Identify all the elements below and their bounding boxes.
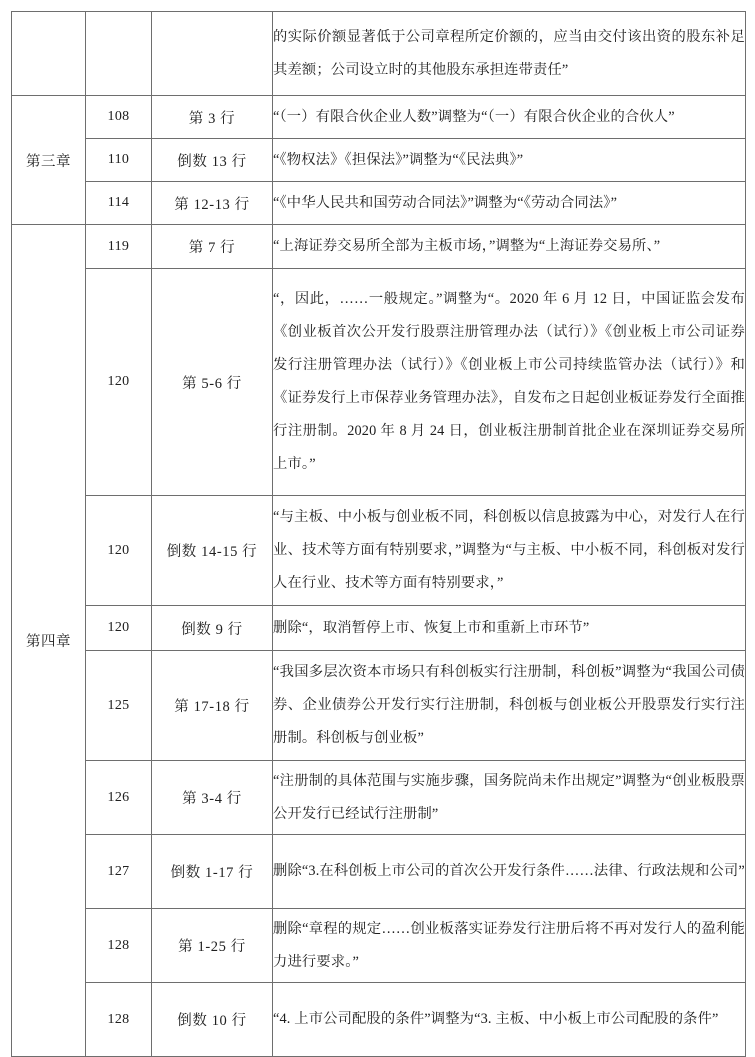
body-cell: 删除“，取消暂停上市、恢复上市和重新上市环节” bbox=[273, 606, 746, 651]
body-cell: 的实际价额显著低于公司章程所定价额的，应当由交付该出资的股东补足其差额；公司设立时的其他股东承担连带责任” bbox=[273, 12, 746, 96]
page-cell: 120 bbox=[86, 606, 152, 651]
body-cell: 删除“3.在科创板上市公司的首次公开发行条件……法律、行政法规和公司” bbox=[273, 835, 746, 909]
page-cell: 125 bbox=[86, 651, 152, 761]
body-cell: “与主板、中小板与创业板不同，科创板以信息披露为中心，对发行人在行业、技术等方面有特别要求，”调整为“与主板、中小板不同，科创板对发行人在行业、技术等方面有特别要求，” bbox=[273, 496, 746, 606]
table-row bbox=[12, 269, 746, 496]
table-row bbox=[12, 96, 746, 139]
table-row bbox=[12, 182, 746, 225]
body-cell: 删除“章程的规定……创业板落实证券发行注册后将不再对发行人的盈利能力进行要求。” bbox=[273, 909, 746, 983]
page-cell: 120 bbox=[86, 269, 152, 496]
line-cell: 倒数 14-15 行 bbox=[152, 496, 273, 606]
line-cell: 第 1-25 行 bbox=[152, 909, 273, 983]
body-cell: “4. 上市公司配股的条件”调整为“3. 主板、中小板上市公司配股的条件” bbox=[273, 983, 746, 1057]
table-row bbox=[12, 835, 746, 909]
body-cell: “《中华人民共和国劳动合同法》”调整为“《劳动合同法》” bbox=[273, 182, 746, 225]
line-cell: 倒数 1-17 行 bbox=[152, 835, 273, 909]
page-cell: 127 bbox=[86, 835, 152, 909]
body-cell: “注册制的具体范围与实施步骤，国务院尚未作出规定”调整为“创业板股票公开发行已经试行注册制” bbox=[273, 761, 746, 835]
line-cell: 第 17-18 行 bbox=[152, 651, 273, 761]
line-cell-empty bbox=[152, 12, 273, 96]
page-cell: 126 bbox=[86, 761, 152, 835]
body-cell: “我国多层次资本市场只有科创板实行注册制，科创板”调整为“我国公司债券、企业债券公开发行实行注册制，科创板与创业板公开股票发行实行注册制。科创板与创业板” bbox=[273, 651, 746, 761]
page-cell: 120 bbox=[86, 496, 152, 606]
table-row bbox=[12, 225, 746, 269]
table-row bbox=[12, 12, 746, 96]
errata-table bbox=[11, 11, 746, 1057]
body-cell: “（一）有限合伙企业人数”调整为“（一）有限合伙企业的合伙人” bbox=[273, 96, 746, 139]
table-row bbox=[12, 983, 746, 1057]
line-cell: 倒数 13 行 bbox=[152, 139, 273, 182]
body-cell: “，因此，……一般规定。”调整为“。2020 年 6 月 12 日，中国证监会发布《创业板首次公开发行股票注册管理办法（试行）》《创业板上市公司证券发行注册管理办法（试行）》《创业板上市公司持续监管办法（试行）》和《证券发行上市保荐业务管理办法》，自发布之日起创业板证券发行全面推行注册制。2020 年 8 月 24 日，创业板注册制首批企业在深圳证券交易所上市。” bbox=[273, 269, 746, 496]
line-cell: 第 3-4 行 bbox=[152, 761, 273, 835]
body-cell: “《物权法》《担保法》”调整为“《民法典》” bbox=[273, 139, 746, 182]
page-cell-empty bbox=[86, 12, 152, 96]
table-row bbox=[12, 606, 746, 651]
line-cell: 倒数 9 行 bbox=[152, 606, 273, 651]
page-cell: 119 bbox=[86, 225, 152, 269]
page-cell: 114 bbox=[86, 182, 152, 225]
line-cell: 第 7 行 bbox=[152, 225, 273, 269]
page-cell: 128 bbox=[86, 983, 152, 1057]
page-cell: 108 bbox=[86, 96, 152, 139]
table-row bbox=[12, 761, 746, 835]
line-cell: 第 12-13 行 bbox=[152, 182, 273, 225]
page-cell: 128 bbox=[86, 909, 152, 983]
table-row bbox=[12, 496, 746, 606]
chapter-cell: 第四章 bbox=[12, 225, 86, 1057]
line-cell: 第 3 行 bbox=[152, 96, 273, 139]
table-row bbox=[12, 139, 746, 182]
chapter-cell: 第三章 bbox=[12, 96, 86, 225]
line-cell: 第 5-6 行 bbox=[152, 269, 273, 496]
table-row bbox=[12, 651, 746, 761]
line-cell: 倒数 10 行 bbox=[152, 983, 273, 1057]
table-row bbox=[12, 909, 746, 983]
page-cell: 110 bbox=[86, 139, 152, 182]
body-cell: “上海证券交易所全部为主板市场，”调整为“上海证券交易所、” bbox=[273, 225, 746, 269]
chapter-cell-empty bbox=[12, 12, 86, 96]
